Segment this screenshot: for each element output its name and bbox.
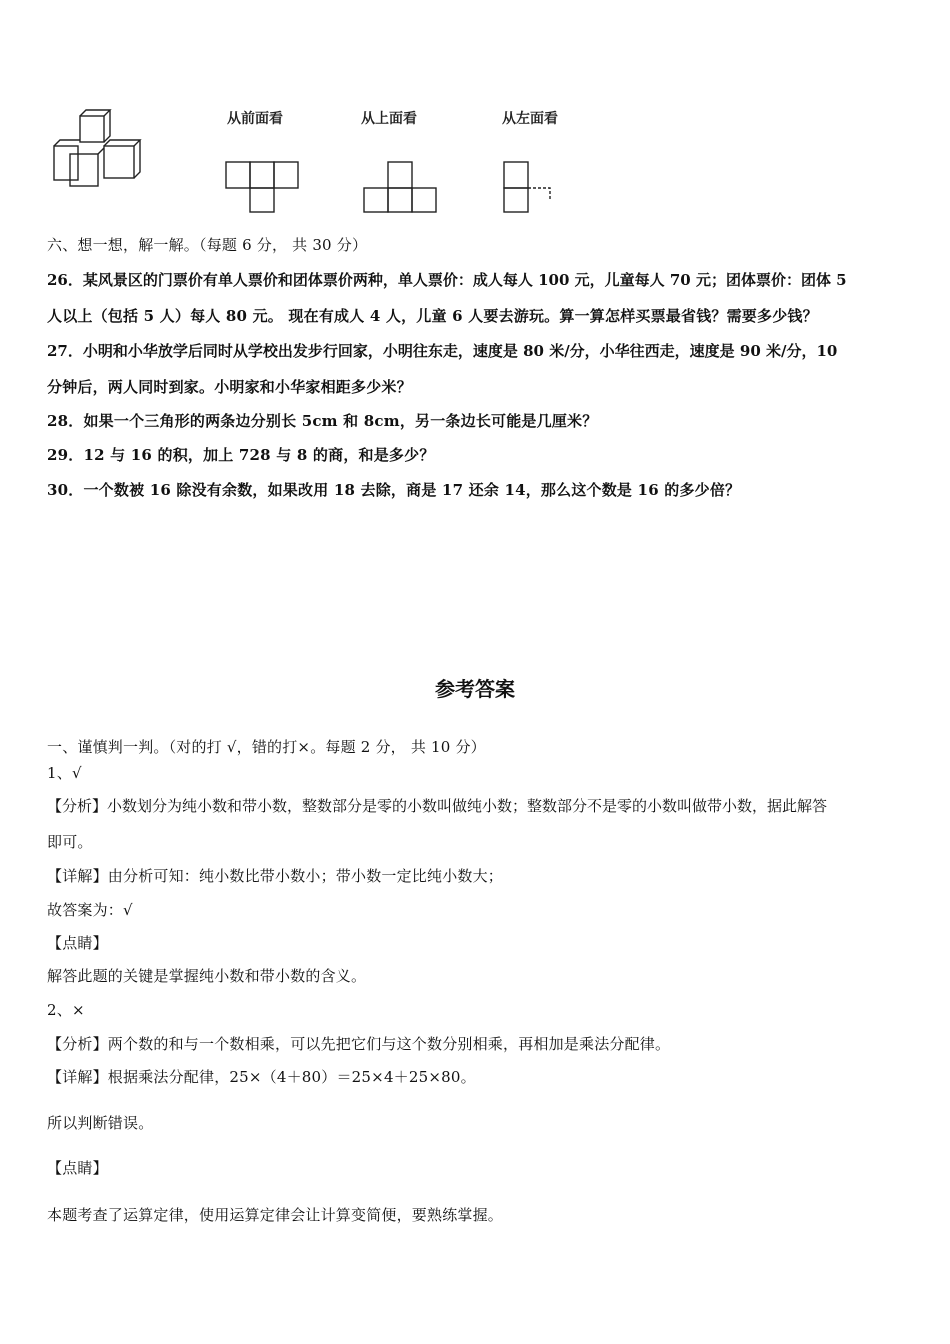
view-label-front: 从前面看 <box>227 111 283 127</box>
answer-1-comment: 解答此题的关键是掌握纯小数和带小数的含义。 <box>47 967 367 985</box>
answer-2-comment-label: 【点睛】 <box>47 1159 108 1177</box>
answer-2-comment: 本题考查了运算定律，使用运算定律会让计算变简便，要熟练掌握。 <box>47 1206 504 1224</box>
answers-section1-heading: 一、谨慎判一判。（对的打 √，错的打×。每题 2 分， 共 10 分） <box>47 738 486 756</box>
section6-heading: 六、想一想，解一解。（每题 6 分， 共 30 分） <box>47 236 368 254</box>
front-view-figure <box>224 160 304 216</box>
question-30: 30．一个数被 16 除没有余数，如果改用 18 去除，商是 17 还余 14，那么这个数是 16 的多少倍？ <box>47 481 741 499</box>
answer-2-analysis: 【分析】两个数的和与一个数相乘，可以先把它们与这个数分别相乘，再相加是乘法分配律。 <box>47 1035 671 1053</box>
answer-2: 2、× <box>47 1001 85 1019</box>
answer-1-analysis-line1: 【分析】小数划分为纯小数和带小数，整数部分是零的小数叫做纯小数；整数部分不是零的小数叫做带小数，据此解答 <box>47 797 828 815</box>
question-29: 29．12 与 16 的积，加上 728 与 8 的商，和是多少？ <box>47 446 435 464</box>
answer-1: 1、√ <box>47 764 82 782</box>
answer-2-conclusion: 所以判断错误。 <box>47 1114 154 1132</box>
answer-1-analysis-line2: 即可。 <box>47 833 93 851</box>
answer-1-detail: 【详解】由分析可知：纯小数比带小数小；带小数一定比纯小数大； <box>47 867 504 885</box>
question-28: 28．如果一个三角形的两条边分别长 5cm 和 8cm，另一条边长可能是几厘米？ <box>47 412 598 430</box>
left-view-figure <box>500 160 556 216</box>
answer-1-comment-label: 【点睛】 <box>47 934 108 952</box>
answers-title: 参考答案 <box>435 677 515 701</box>
question-26-line1: 26．某风景区的门票价有单人票价和团体票价两种，单人票价：成人每人 100 元，儿童每人 70 元；团体票价：团体 5 <box>47 271 847 289</box>
answer-1-conclusion: 故答案为：√ <box>47 901 133 919</box>
top-view-figure <box>362 160 442 216</box>
view-label-top: 从上面看 <box>361 111 417 127</box>
cube-stack-figure <box>48 108 148 188</box>
question-27-line2: 分钟后，两人同时到家。小明家和小华家相距多少米？ <box>47 378 412 396</box>
view-label-left: 从左面看 <box>502 111 558 127</box>
answer-2-detail: 【详解】根据乘法分配律，25×（4＋80）＝25×4＋25×80。 <box>47 1068 476 1086</box>
question-27-line1: 27．小明和小华放学后同时从学校出发步行回家，小明往东走，速度是 80 米/分，小华往西走，速度是 90 米/分，10 <box>47 342 838 360</box>
question-26-line2: 人以上（包括 5 人）每人 80 元。 现在有成人 4 人，儿童 6 人要去游玩。算一算怎样买票最省钱？需要多少钱？ <box>47 307 818 325</box>
